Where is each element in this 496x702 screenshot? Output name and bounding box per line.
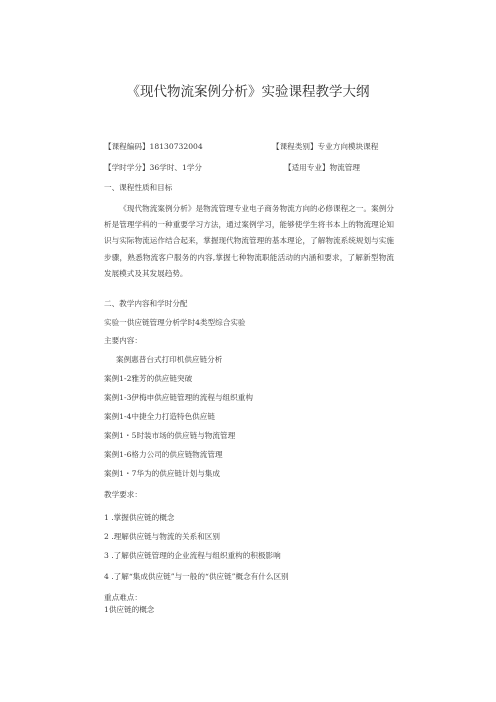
case-item: 案例1・7华为的供应链计划与集成: [104, 469, 220, 478]
experiment1-title: 实验一供应链管理分析学时4类型综合实验: [104, 318, 246, 327]
document-title: 《现代物流案例分析》实验课程教学大纲: [126, 84, 370, 100]
case-item: 案例1・5时装市场的供应链与物流管理: [104, 431, 236, 440]
section1-heading: 一、课程性质和目标: [104, 183, 173, 192]
case-item: 案例1-4中捷全力打造特色供应链: [104, 412, 215, 421]
key-points-label: 重点难点：: [104, 593, 142, 602]
section2-heading: 二、教学内容和学时分配: [104, 299, 188, 308]
case-item: 案例1-2雅芳的供应链突破: [104, 374, 193, 383]
requirements-label: 教学要求：: [104, 490, 142, 499]
key-point-item: 1供应链的概念: [104, 605, 155, 614]
course-code: 【课程编码】18130732004: [104, 142, 203, 151]
main-content-label: 主要内容：: [104, 336, 142, 345]
case-item: 案例1-3伊梅申供应链管理的流程与组织重构: [104, 393, 253, 402]
course-type: 【课程类别】专业方向模块课程: [272, 142, 379, 151]
case-item: 案例1-6格力公司的供应链物流管理: [104, 450, 223, 459]
case-item: 案例惠普台式打印机供应链分析: [116, 355, 223, 364]
requirement-item: 4 .了解“集成供应链”与一般的“供应链”概念有什么区别: [104, 572, 289, 581]
requirement-item: 3 .了解供应链管理的企业流程与组织重构的积极影响: [104, 551, 281, 560]
section1-paragraph: 《现代物流案例分析》是物流管理专业电子商务物流方向的必修课程之一。案例分析是管理学科的一种重要学习方法，通过案例学习，能够使学生将书本上的物流理论知识与实际物流运作结合起来，掌握现代物流管理的基本理论，了解物流系统规划与实施步骤，熟悉物流客户服务的内容,掌握七种物流职能活动的内涵和要求，了解新型物流发展模式及其发展趋势。: [104, 204, 394, 278]
requirement-item: 1 .掌握供应链的概念: [104, 513, 175, 522]
requirement-item: 2 .理解供应链与物流的关系和区别: [104, 532, 220, 541]
applicable-major: 【适用专业】物流管理: [284, 163, 360, 172]
hours-credits: 【学时学分】36学时、1学分: [104, 163, 203, 172]
